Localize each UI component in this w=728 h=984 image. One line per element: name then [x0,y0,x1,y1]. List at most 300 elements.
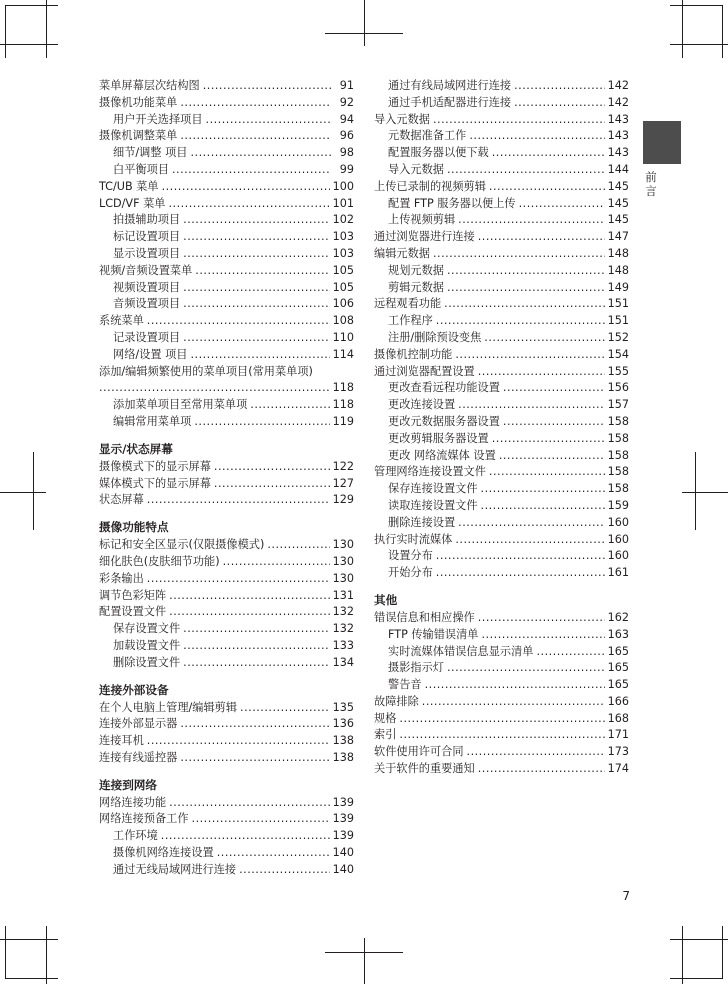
toc-entry-title: 上传已录制的视频剪辑 [374,179,486,193]
dot-leader [458,212,605,229]
toc-entry-title: 连接外部显示器 [99,717,178,731]
dot-leader [223,554,330,571]
toc-entry-page: 135 [332,700,354,714]
toc-entry-title: 网络连接功能 [99,795,167,809]
dot-leader [147,571,330,588]
toc-entry[interactable] [374,229,629,246]
toc-entry-page: 110 [332,330,354,344]
toc-entry-page: 163 [607,627,629,641]
dot-leader [180,750,329,767]
dot-leader [481,481,605,498]
dot-leader [180,95,331,112]
dot-leader [168,196,329,213]
toc-subentry[interactable] [374,660,629,677]
toc-entry-title: 注册/删除预设变焦 [388,330,482,344]
toc-entry-title: 摄像机调整菜单 [99,129,178,143]
toc-entry[interactable] [99,364,354,398]
dot-leader [447,162,605,179]
toc-entry[interactable] [99,179,354,196]
toc-entry-title: 配置 FTP 服务器以便上传 [388,196,516,210]
toc-entry-page: 122 [332,459,354,473]
toc-entry-title: 规划元数据 [388,263,444,277]
toc-entry-title: 连接有线遥控器 [99,750,178,764]
toc-entry-title: 编辑常用菜单项 [113,414,192,428]
toc-entry[interactable] [374,179,629,196]
toc-entry-page: 138 [332,750,354,764]
toc-entry-page: 131 [332,588,354,602]
toc-entry[interactable] [99,537,354,554]
dot-leader [499,448,605,465]
toc-entry-title: 实时流媒体错误信息显示清单 [388,644,534,658]
toc-entry-page: 147 [607,230,629,244]
toc-subentry[interactable] [374,565,629,582]
toc-subentry[interactable] [374,414,629,431]
toc-entry[interactable] [99,811,354,828]
dot-leader [478,229,605,246]
toc-entry-page: 148 [607,246,629,260]
toc-entry-title: TC/UB 菜单 [99,179,159,193]
dot-leader [503,380,605,397]
dot-leader [436,548,605,565]
toc-subentry[interactable] [374,78,629,95]
toc-entry-title: 删除连接设置 [388,515,456,529]
toc-entry-title: 远程观看功能 [374,297,442,311]
toc-entry-page: 173 [607,745,629,759]
toc-entry-page: 105 [332,280,354,294]
toc-subentry[interactable] [99,212,354,229]
toc-entry-title: 状态屏幕 [99,493,144,507]
toc-entry-page: 165 [607,678,629,692]
section-heading: 其他 [374,592,398,607]
toc-entry[interactable] [99,716,354,733]
toc-entry-title: FTP 传输错误清单 [388,627,479,641]
toc-right-column [374,78,629,778]
toc-entry-page: 165 [607,661,629,675]
toc-left-column [99,78,354,879]
toc-entry-title: 标记和安全区显示(仅限摄像模式) [99,538,265,552]
toc-entry[interactable] [99,95,354,112]
crop-mark [5,978,58,979]
toc-entry[interactable] [374,727,629,744]
toc-entry-title: 规格 [374,711,397,725]
toc-subentry[interactable] [374,263,629,280]
crop-mark [5,926,6,979]
toc-entry-page: 103 [332,246,354,260]
toc-subentry[interactable] [99,229,354,246]
toc-entry-title: 配置服务器以便下载 [388,146,489,160]
toc-entry-page: 174 [607,762,629,776]
crop-mark [33,452,34,530]
toc-subentry[interactable] [99,621,354,638]
crop-mark [695,452,696,530]
toc-subentry[interactable] [374,498,629,515]
dot-leader [183,212,330,229]
dot-leader [183,330,330,347]
toc-subentry[interactable] [99,414,354,431]
dot-leader [492,431,605,448]
toc-subentry[interactable] [99,397,354,414]
toc-entry-title: 记录设置项目 [113,330,181,344]
toc-entry[interactable] [99,588,354,605]
toc-entry-title: 通过手机适配器进行连接 [388,95,512,109]
toc-entry-page: 118 [332,381,354,395]
toc-entry-title: 更改连接设置 [388,398,456,412]
toc-entry[interactable] [99,733,354,750]
toc-subentry[interactable] [374,313,629,330]
chapter-tab-label: 前言 [645,170,657,198]
dot-leader [214,459,330,476]
dot-leader [447,660,605,677]
toc-subentry[interactable] [374,95,629,112]
section-heading: 显示/状态屏幕 [99,441,173,456]
toc-entry-title: LCD/VF 菜单 [99,196,166,210]
dot-leader [458,397,605,414]
toc-subentry[interactable] [99,296,354,313]
toc-entry-title: 错误信息和相应操作 [374,610,475,624]
toc-entry-page: 165 [607,644,629,658]
dot-leader [162,179,330,196]
toc-entry-page: 134 [332,655,354,669]
toc-entry-title: 索引 [374,728,397,742]
toc-subentry[interactable] [374,128,629,145]
toc-entry-page: 144 [607,162,629,176]
toc-subentry[interactable] [374,145,629,162]
toc-entry-title: 显示设置项目 [113,246,181,260]
dot-leader [399,711,604,728]
toc-subentry[interactable] [99,280,354,297]
toc-entry-title: 媒体模式下的显示屏幕 [99,476,211,490]
toc-entry-title: 编辑元数据 [374,246,430,260]
crop-mark [682,0,683,58]
toc-entry-page: 158 [607,448,629,462]
toc-entry-page: 145 [607,179,629,193]
toc-subentry[interactable] [99,162,354,179]
toc-entry[interactable] [99,196,354,213]
toc-entry-title: 摄像机网络连接设置 [113,846,214,860]
toc-entry-title: 管理网络连接设置文件 [374,465,486,479]
toc-entry-page: 148 [607,263,629,277]
toc-entry[interactable] [374,246,629,263]
toc-entry-title: 添加/编辑频繁使用的菜单项目(常用菜单项) [99,364,313,378]
dot-leader [180,128,331,145]
dot-leader [169,604,330,621]
toc-entry[interactable] [374,112,629,129]
toc-entry-title: 通过无线局域网进行连接 [113,862,237,876]
toc-subentry[interactable] [99,330,354,347]
toc-entry-title: 更改 网络流媒体 设置 [388,448,496,462]
toc-subentry[interactable] [99,112,354,129]
dot-leader [169,588,330,605]
toc-subentry[interactable] [374,627,629,644]
toc-entry-title: 拍摄辅助项目 [113,213,181,227]
dot-leader [147,492,330,509]
toc-entry-title: 彩条输出 [99,571,144,585]
toc-entry-page: 152 [607,330,629,344]
toc-entry-title: 摄像机控制功能 [374,347,453,361]
toc-subentry[interactable] [99,638,354,655]
dot-leader [447,280,605,297]
toc-subentry[interactable] [374,162,629,179]
toc-subentry[interactable] [99,862,354,879]
toc-entry-page: 160 [607,515,629,529]
crop-mark [722,5,723,58]
toc-entry-page: 160 [607,532,629,546]
toc-entry-page: 139 [332,829,354,843]
dot-leader [206,112,331,129]
toc-entry-page: 94 [339,112,354,126]
toc-subentry[interactable] [374,397,629,414]
toc-subentry[interactable] [374,330,629,347]
toc-entry[interactable] [99,492,354,509]
toc-entry-page: 171 [607,728,629,742]
toc-entry[interactable] [99,750,354,767]
toc-entry-page: 136 [332,717,354,731]
toc-entry[interactable] [99,795,354,812]
toc-entry-title: 导入元数据 [388,162,444,176]
dot-leader [183,246,330,263]
toc-entry-leader-line [99,380,354,397]
toc-entry-page: 160 [607,549,629,563]
toc-entry[interactable] [99,700,354,717]
toc-subentry[interactable] [99,845,354,862]
toc-entry[interactable] [99,571,354,588]
dot-leader [190,347,329,364]
toc-entry-page: 143 [607,146,629,160]
dot-leader [536,644,604,661]
dot-leader [250,397,329,414]
toc-entry[interactable] [99,459,354,476]
dot-leader [183,296,330,313]
toc-entry-page: 145 [607,196,629,210]
toc-entry[interactable] [374,744,629,761]
dot-leader [514,78,605,95]
toc-subentry[interactable] [99,828,354,845]
toc-entry-title: 更改查看远程功能设置 [388,381,500,395]
toc-entry-title: 网络/设置 项目 [113,347,188,361]
toc-entry[interactable] [374,610,629,627]
dot-leader [503,414,605,431]
crop-mark [682,926,683,984]
toc-entry-title: 软件使用许可合同 [374,745,464,759]
toc-entry-title: 更改剪辑服务器设置 [388,431,489,445]
toc-entry-page: 154 [607,347,629,361]
toc-entry-title: 删除设置文件 [113,655,181,669]
toc-subentry[interactable] [374,644,629,661]
toc-entry-page: 156 [607,381,629,395]
toc-entry-page: 133 [332,638,354,652]
crop-mark [364,938,365,984]
crop-mark [0,492,46,493]
toc-entry-page: 168 [607,711,629,725]
toc-entry-title: 通过浏览器配置设置 [374,364,475,378]
toc-entry-page: 127 [332,476,354,490]
dot-leader [214,476,330,493]
toc-subentry[interactable] [374,196,629,213]
toc-subentry[interactable] [99,246,354,263]
toc-entry-page: 158 [607,414,629,428]
toc-subentry[interactable] [99,655,354,672]
section-heading: 连接到网络 [99,777,157,792]
toc-entry-page: 102 [332,213,354,227]
dot-leader [436,313,605,330]
toc-entry-page: 99 [339,162,354,176]
toc-entry-title: 添加菜单项目至常用菜单项 [113,398,248,412]
dot-leader [469,128,604,145]
toc-subentry[interactable] [374,431,629,448]
toc-entry-title: 开始分布 [388,566,433,580]
toc-entry-title: 剪辑元数据 [388,280,444,294]
toc-entry[interactable] [374,347,629,364]
toc-entry-page: 166 [607,694,629,708]
toc-entry-title: 设置分布 [388,549,433,563]
dot-leader [183,655,330,672]
toc-entry[interactable] [374,532,629,549]
crop-mark [670,44,728,45]
toc-entry[interactable] [99,554,354,571]
toc-entry-title: 菜单屏幕层次结构图 [99,79,200,92]
toc-entry-title: 视频设置项目 [113,280,181,294]
section-heading: 摄像功能特点 [99,520,169,535]
toc-entry-title: 系统菜单 [99,314,144,328]
toc-subentry[interactable] [99,145,354,162]
toc-entry-page: 101 [332,196,354,210]
toc-entry[interactable] [374,464,629,481]
toc-subentry[interactable] [374,380,629,397]
toc-entry-page: 151 [607,314,629,328]
toc-entry-title: 摄像机功能菜单 [99,95,178,109]
toc-entry-title: 保存连接设置文件 [388,482,478,496]
toc-subentry[interactable] [374,677,629,694]
toc-subentry[interactable] [374,515,629,532]
dot-leader [482,627,605,644]
dot-leader [484,330,604,347]
toc-entry[interactable] [374,761,629,778]
toc-entry-title: 更改元数据服务器设置 [388,414,500,428]
chapter-tab-marker [643,121,681,164]
dot-leader [455,532,604,549]
toc-entry-page: 105 [332,263,354,277]
toc-entry-page: 149 [607,280,629,294]
dot-leader [183,621,330,638]
toc-entry-page: 145 [607,213,629,227]
dot-leader [267,537,329,554]
toc-subentry[interactable] [374,448,629,465]
toc-entry-page: 140 [332,862,354,876]
toc-subentry[interactable] [99,347,354,364]
toc-entry[interactable] [374,296,629,313]
toc-entry-title: 关于软件的重要通知 [374,762,475,776]
toc-subentry[interactable] [374,212,629,229]
dot-leader [433,246,605,263]
dot-leader [194,414,329,431]
toc-entry-title: 执行实时流媒体 [374,532,453,546]
toc-entry-title: 网络连接预备工作 [99,812,189,826]
toc-entry[interactable] [99,313,354,330]
dot-leader [481,498,605,515]
dot-leader [425,677,605,694]
dot-leader [99,380,330,397]
toc-entry[interactable] [99,128,354,145]
crop-mark [5,5,6,58]
toc-entry[interactable] [99,604,354,621]
toc-entry-title: 工作环境 [113,829,158,843]
toc-entry-title: 导入元数据 [374,112,430,126]
crop-mark [364,0,365,46]
crop-mark [722,926,723,979]
toc-entry-page: 100 [332,179,354,193]
toc-entry-page: 103 [332,230,354,244]
dot-leader [458,515,605,532]
toc-subentry[interactable] [374,280,629,297]
toc-entry-page: 158 [607,482,629,496]
toc-entry-title: 连接耳机 [99,734,144,748]
toc-entry-title: 工作程序 [388,314,433,328]
dot-leader [467,744,605,761]
toc-entry-page: 151 [607,297,629,311]
toc-entry-page: 142 [607,95,629,109]
toc-entry-title: 细节/调整 项目 [113,146,188,160]
toc-entry[interactable] [99,476,354,493]
dot-leader [436,565,605,582]
toc-entry[interactable] [374,711,629,728]
dot-leader [183,638,330,655]
toc-entry[interactable] [374,364,629,381]
dot-leader [489,179,605,196]
toc-entry[interactable] [374,694,629,711]
toc-entry-page: 155 [607,364,629,378]
toc-subentry[interactable] [374,548,629,565]
dot-leader [444,296,605,313]
dot-leader [433,112,605,129]
dot-leader [169,795,330,812]
dot-leader [478,364,605,381]
toc-entry-title: 摄影指示灯 [388,661,444,675]
dot-leader [240,700,330,717]
toc-entry-page: 130 [332,538,354,552]
toc-entry-title: 视频/音频设置菜单 [99,263,193,277]
toc-entry-title: 读取连接设置文件 [388,498,478,512]
toc-entry-page: 139 [332,812,354,826]
crop-mark [46,926,47,984]
toc-entry-title: 通过有线局域网进行连接 [388,79,512,92]
dot-leader [192,811,330,828]
toc-entry-page: 132 [332,605,354,619]
dot-leader [172,162,331,179]
toc-entry-title: 加载设置文件 [113,638,181,652]
dot-leader [147,313,330,330]
toc-entry-page: 143 [607,129,629,143]
dot-leader [203,78,331,95]
toc-entry-page: 98 [339,146,354,160]
toc-subentry[interactable] [374,481,629,498]
toc-entry-page: 132 [332,622,354,636]
toc-entry-title: 保存设置文件 [113,622,181,636]
toc-entry-page: 114 [332,347,354,361]
toc-entry-page: 119 [332,414,354,428]
toc-entry-page: 92 [339,95,354,109]
toc-entry-title: 上传视频剪辑 [388,213,456,227]
toc-entry[interactable] [99,263,354,280]
crop-mark [670,939,728,940]
toc-entry[interactable] [99,78,354,95]
dot-leader [147,733,330,750]
toc-entry-page: 158 [607,431,629,445]
toc-entry-title: 调节色彩矩阵 [99,588,167,602]
toc-entry-page: 142 [607,79,629,92]
dot-leader [183,280,330,297]
toc-entry-page: 106 [332,297,354,311]
toc-entry-title: 摄像模式下的显示屏幕 [99,459,211,473]
